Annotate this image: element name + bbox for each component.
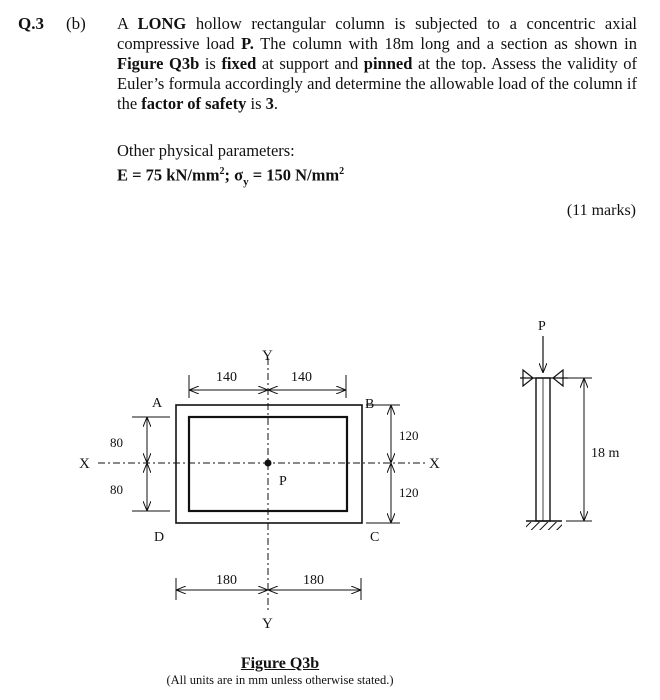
y-axis-label-top: Y	[262, 348, 273, 364]
centroid-dot	[265, 460, 272, 467]
dim-left-lower: 80	[110, 482, 123, 497]
question-text-5: at support and	[256, 54, 364, 73]
column-elevation	[520, 319, 620, 530]
marks-label: (11 marks)	[566, 202, 636, 219]
x-axis-label-left: X	[79, 456, 90, 472]
question-text-6: at the top. Assess the validity of Euler’s formula accordingly and determine the allowable load of the column if the	[117, 54, 638, 113]
question-text-3: The column with 18m long and a section as shown in	[253, 34, 637, 53]
elevation-load-label: P	[538, 319, 546, 334]
dim-top-right: 140	[291, 370, 312, 385]
question-bold-pinned: pinned	[363, 54, 413, 73]
param-sigma-val: = 150 N/mm	[248, 165, 340, 185]
fixed-support-icon	[526, 522, 562, 530]
corner-b: B	[365, 397, 375, 412]
param-sigma-exp: 2	[339, 166, 345, 177]
question-text-2: hollow rectangular column is subjected to a concentric axial compressive load	[117, 14, 637, 53]
question-text-4: is	[199, 54, 222, 73]
corner-d: D	[154, 530, 165, 545]
param-e-exp: 2	[219, 166, 225, 177]
question-bold-fixed: fixed	[221, 54, 257, 73]
param-e-label: E = 75 kN/mm	[117, 165, 220, 185]
param-sigma-sub: y	[243, 175, 249, 188]
question-text-7: is	[246, 94, 266, 113]
dim-bottom-left: 180	[216, 573, 237, 588]
question-number: Q.3	[18, 14, 44, 33]
dim-right-lower: 120	[399, 485, 419, 500]
question-text-8: .	[273, 94, 279, 113]
section-load-label: P	[279, 474, 287, 489]
question-bold-long: LONG	[137, 14, 187, 33]
dim-right-upper: 120	[399, 428, 419, 443]
dim-top-left: 140	[216, 370, 237, 385]
corner-c: C	[370, 530, 380, 545]
question-bold-fos: factor of safety	[141, 94, 247, 113]
y-axis-label-bottom: Y	[262, 616, 273, 632]
param-sep: ; σ	[224, 165, 244, 185]
figure-note: (All units are in mm unless otherwise stated.)	[166, 673, 394, 687]
elevation-length-label: 18 m	[591, 446, 620, 461]
x-axis-label-right: X	[429, 456, 440, 472]
figure-caption: Figure Q3b	[240, 655, 320, 672]
question-part: (b)	[66, 14, 86, 33]
corner-a: A	[152, 396, 163, 411]
question-bold-three: 3	[265, 94, 274, 113]
cross-section	[79, 348, 440, 632]
question-bold-figure: Figure Q3b	[117, 54, 200, 73]
dim-left-upper: 80	[110, 435, 123, 450]
question-bold-p: P.	[241, 34, 254, 53]
dim-bottom-right: 180	[303, 573, 324, 588]
parameters-heading: Other physical parameters:	[117, 141, 295, 160]
question-text-1: A	[117, 14, 138, 33]
